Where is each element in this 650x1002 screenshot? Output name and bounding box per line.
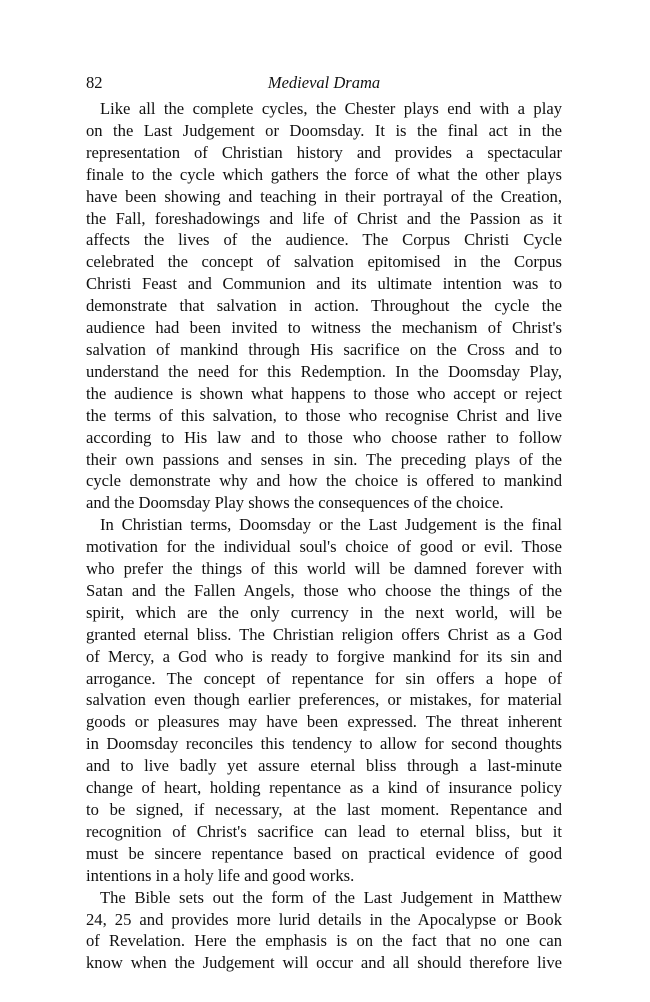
running-head — [86, 68, 562, 98]
text-line: celebrated the concept of salvation epitomised in the Corpus — [86, 252, 562, 272]
text-line: and the Doomsday Play shows the consequences of the choice. — [86, 493, 504, 513]
text-line: 24, 25 and provides more lurid details in the Apocalypse or Book — [86, 909, 562, 929]
text-line: the terms of this salvation, to those who recognise Christ and live — [86, 405, 562, 425]
text-line: goods or pleasures may have been expressed. The threat inherent — [86, 712, 562, 732]
text-line: recognition of Christ's sacrifice can lead to eternal bliss, but it — [86, 821, 562, 841]
body-text — [86, 98, 562, 974]
text-line: granted eternal bliss. The Christian religion offers Christ as a God — [86, 624, 562, 644]
text-line: must be sincere repentance based on practical evidence of good — [86, 843, 562, 863]
text-line: have been showing and teaching in their portrayal of the Creation, — [86, 186, 562, 206]
text-line: In Christian terms, Doomsday or the Last Judgement is the final — [100, 515, 562, 535]
text-line: arrogance. The concept of repentance for sin offers a hope of — [86, 668, 562, 688]
text-line: motivation for the individual soul's choice of good or evil. Those — [86, 537, 562, 557]
text-line: of Mercy, a God who is ready to forgive mankind for its sin and — [86, 646, 562, 666]
text-line: cycle demonstrate why and how the choice is offered to mankind — [86, 471, 562, 491]
text-line: the audience is shown what happens to those who accept or reject — [86, 383, 562, 403]
text-line: to be signed, if necessary, at the last moment. Repentance and — [86, 800, 562, 819]
paragraph-2 — [86, 514, 562, 886]
text-line: Satan and the Fallen Angels, those who choose the things of the — [86, 580, 562, 600]
text-line: of Revelation. Here the emphasis is on the fact that no one can — [86, 931, 562, 951]
text-line: The Bible sets out the form of the Last Judgement in Matthew — [100, 887, 562, 907]
running-title: Medieval Drama — [267, 73, 381, 92]
page-number: 82 — [86, 73, 103, 92]
text-line: change of heart, holding repentance as a kind of insurance policy — [86, 778, 562, 798]
text-line: salvation of mankind through His sacrifice on the Cross and to — [86, 339, 562, 359]
text-line: Christi Feast and Communion and its ultimate intention was to — [86, 274, 562, 294]
text-line: finale to the cycle which gathers the force of what the other plays — [86, 164, 562, 184]
text-line: know when the Judgement will occur and all should therefore live — [86, 953, 562, 973]
text-line: understand the need for this Redemption. In the Doomsday Play, — [86, 361, 562, 381]
text-line: spirit, which are the only currency in the next world, will be — [86, 602, 562, 622]
text-line: who prefer the things of this world will be damned forever with — [86, 559, 562, 579]
text-line: in Doomsday reconciles this tendency to allow for second thoughts — [86, 734, 562, 754]
text-line: representation of Christian history and provides a spectacular — [86, 142, 562, 162]
text-line: and to live badly yet assure eternal bliss through a last-minute — [86, 756, 562, 776]
text-line: according to His law and to those who choose rather to follow — [86, 427, 562, 447]
book-page — [86, 68, 562, 974]
text-line: salvation even though earlier preferences, or mistakes, for material — [86, 690, 562, 710]
paragraph-1 — [86, 98, 562, 514]
text-line: the Fall, foreshadowings and life of Christ and the Passion as it — [86, 208, 562, 228]
text-line: intentions in a holy life and good works. — [86, 865, 355, 885]
text-line: their own passions and senses in sin. The preceding plays of the — [86, 449, 562, 469]
paragraph-3 — [86, 887, 562, 975]
text-line: affects the lives of the audience. The Corpus Christi Cycle — [86, 230, 562, 250]
text-line: audience had been invited to witness the mechanism of Christ's — [86, 318, 562, 338]
text-line: on the Last Judgement or Doomsday. It is the final act in the — [86, 120, 562, 140]
text-line: Like all the complete cycles, the Chester plays end with a play — [100, 99, 562, 118]
text-line: demonstrate that salvation in action. Throughout the cycle the — [86, 296, 562, 316]
